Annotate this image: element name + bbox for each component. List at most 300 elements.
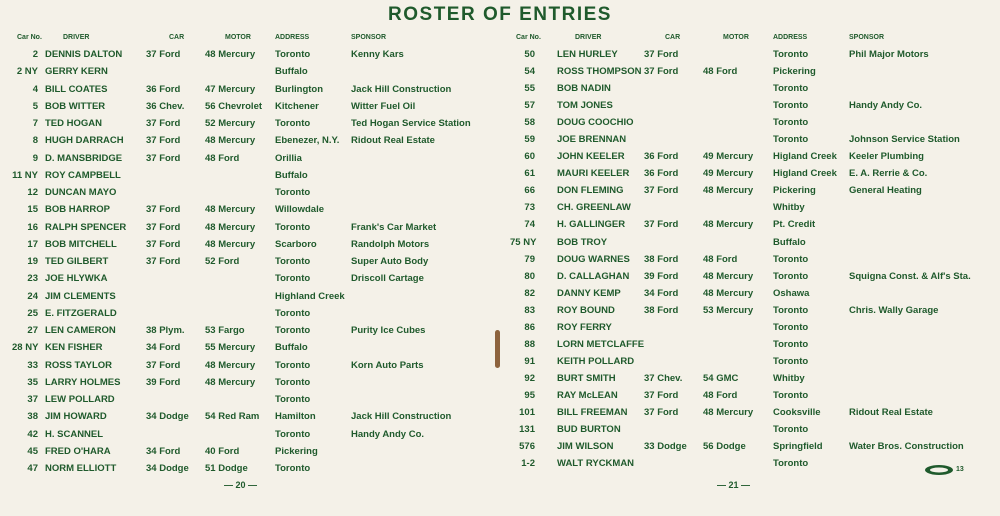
entry-motor: 48 Mercury: [703, 287, 754, 299]
table-row: [12, 443, 490, 460]
entry-driver: NORM ELLIOTT: [45, 463, 117, 474]
entry-driver: RALPH SPENCER: [45, 221, 127, 233]
entry-address: Oshawa: [773, 287, 810, 299]
table-row: [12, 132, 490, 149]
entry-car-no: 8: [32, 135, 38, 147]
entry-car-no: 54: [524, 66, 535, 78]
entry-car: 37 Ford: [644, 185, 679, 197]
entry-car: 34 Ford: [146, 445, 181, 457]
entries-list-left: [12, 46, 490, 477]
table-row: [510, 455, 995, 472]
table-row: [12, 253, 490, 270]
entry-driver: ROSS THOMPSON: [557, 66, 642, 78]
entry-driver: TED GILBERT: [45, 256, 109, 267]
entry-car: 36 Ford: [644, 151, 679, 163]
entry-car-no: 95: [524, 389, 535, 401]
entry-car: 37 Ford: [146, 135, 181, 147]
entry-car-no: 15: [27, 204, 38, 216]
entry-sponsor: Water Bros. Construction: [849, 441, 964, 453]
entry-driver: TED HOGAN: [45, 118, 102, 129]
table-row: [510, 302, 995, 319]
table-row: [510, 268, 995, 285]
entry-address: Buffalo: [275, 342, 308, 354]
table-row: [12, 408, 490, 425]
entry-car-no: 25: [27, 307, 38, 319]
entry-driver: TOM JONES: [557, 100, 613, 112]
entry-address: Orillia: [275, 152, 302, 164]
table-row: [12, 81, 490, 98]
table-row: [510, 114, 995, 131]
entry-car: 34 Dodge: [146, 463, 189, 474]
entry-driver: D. CALLAGHAN: [557, 270, 630, 282]
table-row: [12, 115, 490, 132]
entry-address: Toronto: [773, 458, 809, 470]
entry-motor: 49 Mercury: [703, 168, 754, 180]
entry-driver: BURT SMITH: [557, 372, 616, 384]
entry-car-no: 83: [524, 304, 535, 316]
table-row: [12, 167, 490, 184]
entry-motor: 52 Ford: [205, 256, 240, 267]
entry-address: Hamilton: [275, 411, 316, 423]
entry-driver: LEN CAMERON: [45, 325, 116, 336]
table-row: [510, 63, 995, 80]
entry-sponsor: Chris. Wally Garage: [849, 304, 939, 316]
entry-driver: D. MANSBRIDGE: [45, 152, 123, 164]
corner-mark: 13: [956, 466, 964, 473]
entry-driver: JOHN KEELER: [557, 151, 625, 163]
table-row: [510, 148, 995, 165]
entry-driver: KEN FISHER: [45, 342, 103, 354]
entry-motor: 54 GMC: [703, 372, 739, 384]
entry-driver: E. FITZGERALD: [45, 307, 117, 319]
entry-sponsor: General Heating: [849, 185, 922, 197]
entry-car: 39 Ford: [644, 270, 679, 282]
table-row: [510, 234, 995, 251]
table-row: [510, 182, 995, 199]
table-row: [12, 357, 490, 374]
entry-car-no: 91: [524, 355, 535, 367]
entry-driver: DENNIS DALTON: [45, 49, 123, 60]
entry-driver: BOB MITCHELL: [45, 238, 117, 250]
entry-car: 37 Ford: [146, 152, 181, 164]
entry-address: Toronto: [773, 83, 809, 95]
table-row: [12, 46, 490, 63]
entry-address: Toronto: [773, 49, 809, 60]
entry-motor: 56 Dodge: [703, 441, 746, 453]
table-row: [510, 97, 995, 114]
table-row: [12, 236, 490, 253]
entry-driver: JIM HOWARD: [45, 411, 107, 423]
entry-driver: GERRY KERN: [45, 66, 108, 78]
table-row: [510, 370, 995, 387]
entry-car: 34 Ford: [146, 342, 181, 354]
entry-address: Cooksville: [773, 406, 821, 418]
entry-motor: 51 Dodge: [205, 463, 248, 474]
entry-car-no: 101: [519, 406, 535, 418]
table-row: [12, 63, 490, 80]
entry-car: 37 Ford: [644, 49, 679, 60]
entry-driver: BOB WITTER: [45, 100, 106, 112]
entry-car-no: 2 NY: [16, 66, 38, 78]
entry-driver: LEW POLLARD: [45, 394, 115, 405]
table-row: [510, 199, 995, 216]
entry-driver: RAY McLEAN: [557, 389, 618, 401]
entry-sponsor: Witter Fuel Oil: [351, 100, 416, 112]
page-title: ROSTER OF ENTRIES: [388, 4, 612, 25]
entry-car-no: 57: [524, 100, 535, 112]
entry-address: Toronto: [275, 187, 311, 198]
table-row: [510, 131, 995, 148]
entry-sponsor: Keeler Plumbing: [849, 151, 924, 163]
entry-car-no: 45: [27, 445, 38, 457]
entry-address: Toronto: [773, 134, 809, 146]
entry-car-no: 82: [524, 287, 535, 299]
entry-driver: JOE HLYWKA: [45, 273, 108, 285]
header-car-no: Car No.: [17, 34, 42, 41]
table-row: [12, 322, 490, 339]
entry-driver: LORN METCLAFFE: [557, 338, 645, 350]
header-address: ADDRESS: [275, 34, 310, 41]
entry-sponsor: Jack Hill Construction: [351, 411, 452, 423]
entry-motor: 48 Mercury: [703, 406, 754, 418]
table-row: [12, 219, 490, 236]
table-row: [510, 216, 995, 233]
entry-car-no: 17: [27, 238, 38, 250]
entry-motor: 40 Ford: [205, 445, 240, 457]
column-headers: [12, 32, 490, 46]
entry-driver: DOUG WARNES: [557, 253, 630, 265]
entry-address: Buffalo: [275, 66, 308, 78]
entry-address: Toronto: [275, 221, 311, 233]
entry-car: 37 Ford: [644, 219, 679, 231]
entry-car-no: 60: [524, 151, 535, 163]
entry-car-no: 11 NY: [12, 169, 38, 181]
entry-address: Toronto: [773, 321, 809, 333]
entry-driver: WALT RYCKMAN: [557, 458, 635, 470]
entry-driver: H. SCANNEL: [45, 428, 104, 440]
entry-driver: BOB TROY: [557, 236, 608, 248]
entry-motor: 48 Mercury: [205, 204, 256, 216]
entry-driver: DOUG COOCHIO: [557, 117, 634, 129]
entry-address: Toronto: [275, 256, 311, 267]
entry-car: 37 Ford: [644, 406, 679, 418]
entry-address: Higland Creek: [773, 168, 837, 180]
entry-car: 33 Dodge: [644, 441, 687, 453]
entry-address: Toronto: [275, 307, 311, 319]
entry-car-no: 42: [27, 428, 38, 440]
page-number-right: — 21 —: [717, 480, 751, 490]
entry-address: Pickering: [275, 445, 318, 457]
entry-car-no: 88: [524, 338, 535, 350]
entry-address: Willowdale: [275, 204, 325, 216]
entry-driver: JIM WILSON: [557, 441, 614, 453]
entry-car-no: 75 NY: [510, 236, 537, 248]
entry-motor: 48 Mercury: [205, 49, 256, 60]
entry-motor: 48 Mercury: [703, 185, 754, 197]
entry-motor: 49 Mercury: [703, 151, 754, 163]
entry-car: 36 Ford: [644, 168, 679, 180]
entry-car-no: 7: [32, 118, 38, 129]
entry-car-no: 38: [27, 411, 38, 423]
entry-driver: LARRY HOLMES: [45, 376, 121, 388]
entry-driver: HUGH DARRACH: [45, 135, 124, 147]
page-number-left: — 20 —: [224, 480, 258, 490]
entry-driver: BILL FREEMAN: [557, 406, 628, 418]
entry-motor: 48 Mercury: [205, 376, 256, 388]
entry-car-no: 59: [524, 134, 535, 146]
entry-address: Highland Creek: [275, 290, 345, 302]
entry-car: 38 Ford: [644, 304, 679, 316]
printer-logo-icon: [924, 464, 954, 476]
entry-driver: BUD BURTON: [557, 424, 621, 436]
entry-car-no: 4: [32, 83, 38, 95]
entry-driver: FRED O'HARA: [45, 445, 111, 457]
entry-motor: 48 Ford: [703, 253, 738, 265]
table-row: [510, 387, 995, 404]
entry-motor: 53 Mercury: [703, 304, 754, 316]
entry-address: Ebenezer, N.Y.: [275, 135, 340, 147]
entry-car-no: 9: [32, 152, 38, 164]
table-row: [510, 438, 995, 455]
header-car: CAR: [665, 34, 681, 41]
entry-car-no: 66: [524, 185, 535, 197]
entry-car: 37 Chev.: [644, 372, 683, 384]
entry-sponsor: Jack Hill Construction: [351, 83, 452, 95]
entry-driver: ROY FERRY: [557, 321, 612, 333]
entry-address: Whitby: [773, 372, 805, 384]
entry-sponsor: Squigna Const. & Alf's Sta.: [849, 270, 971, 282]
entry-motor: 48 Ford: [703, 66, 738, 78]
entry-car-no: 61: [524, 168, 535, 180]
entry-motor: 48 Mercury: [205, 135, 256, 147]
entry-motor: 47 Mercury: [205, 83, 256, 95]
entry-car-no: 1-2: [521, 458, 535, 470]
entry-car: 34 Ford: [644, 287, 679, 299]
entry-car-no: 86: [524, 321, 535, 333]
column-headers: [510, 32, 995, 46]
table-row: [12, 305, 490, 322]
entry-address: Scarboro: [275, 238, 317, 250]
entry-address: Toronto: [275, 118, 311, 129]
entry-car: 36 Chev.: [146, 100, 185, 112]
entry-address: Pt. Credit: [773, 219, 816, 231]
entry-driver: MAURI KEELER: [557, 168, 630, 180]
entry-car: 34 Dodge: [146, 411, 189, 423]
entry-sponsor: Ted Hogan Service Station: [351, 118, 471, 129]
table-row: [12, 201, 490, 218]
table-row: [510, 165, 995, 182]
entry-car: 37 Ford: [146, 256, 181, 267]
entry-motor: 56 Chevrolet: [205, 100, 263, 112]
table-row: [12, 339, 490, 356]
entry-address: Toronto: [275, 394, 311, 405]
entry-car-no: 50: [524, 49, 535, 60]
header-motor: MOTOR: [225, 34, 251, 41]
entry-address: Toronto: [275, 273, 311, 285]
header-sponsor: SPONSOR: [351, 34, 387, 41]
entry-sponsor: Super Auto Body: [351, 256, 429, 267]
entry-address: Toronto: [773, 389, 809, 401]
entry-car-no: 47: [27, 463, 38, 474]
table-row: [12, 98, 490, 115]
entry-car-no: 55: [524, 83, 535, 95]
entry-address: Toronto: [275, 428, 311, 440]
entry-driver: DANNY KEMP: [557, 287, 621, 299]
entry-car: 38 Plym.: [146, 325, 185, 336]
entry-driver: DON FLEMING: [557, 185, 624, 197]
entry-car-no: 576: [519, 441, 535, 453]
entry-car-no: 12: [27, 187, 38, 198]
header-motor: MOTOR: [723, 34, 749, 41]
binding-mark: [495, 330, 500, 368]
entry-driver: CH. GREENLAW: [557, 202, 631, 214]
entry-address: Whitby: [773, 202, 805, 214]
entry-car: 37 Ford: [146, 238, 181, 250]
entry-address: Buffalo: [773, 236, 806, 248]
table-row: [12, 150, 490, 167]
header-car: CAR: [169, 34, 185, 41]
entry-car: 37 Ford: [146, 118, 181, 129]
entry-address: Toronto: [773, 270, 809, 282]
entry-address: Buffalo: [275, 169, 308, 181]
table-row: [510, 336, 995, 353]
header-sponsor: SPONSOR: [849, 34, 885, 41]
table-row: [12, 270, 490, 287]
entry-driver: ROSS TAYLOR: [45, 359, 113, 371]
entry-driver: LEN HURLEY: [557, 49, 618, 60]
table-row: [12, 184, 490, 201]
table-row: [510, 319, 995, 336]
entry-car-no: 28 NY: [12, 342, 39, 354]
table-row: [12, 391, 490, 408]
entry-address: Toronto: [773, 304, 809, 316]
table-row: [12, 460, 490, 477]
entry-sponsor: Kenny Kars: [351, 49, 404, 60]
entry-address: Toronto: [773, 338, 809, 350]
entry-driver: JIM CLEMENTS: [45, 290, 116, 302]
entry-car-no: 23: [27, 273, 38, 285]
entry-car-no: 2: [32, 49, 38, 60]
entry-car: 37 Ford: [146, 221, 181, 233]
header-address: ADDRESS: [773, 34, 808, 41]
header-car-no: Car No.: [516, 34, 541, 41]
entry-address: Toronto: [773, 355, 809, 367]
entry-sponsor: Ridout Real Estate: [849, 406, 933, 418]
entry-car: 36 Ford: [146, 83, 181, 95]
entry-address: Toronto: [275, 376, 311, 388]
entry-motor: 48 Ford: [703, 389, 738, 401]
entry-address: Pickering: [773, 66, 816, 78]
entry-address: Toronto: [275, 325, 311, 336]
entry-sponsor: Phil Major Motors: [849, 49, 929, 60]
entry-car: 37 Ford: [146, 49, 181, 60]
entry-sponsor: Handy Andy Co.: [351, 428, 425, 440]
entry-driver: BILL COATES: [45, 83, 108, 95]
entry-motor: 48 Mercury: [703, 219, 754, 231]
entry-driver: H. GALLINGER: [557, 219, 626, 231]
entry-car-no: 19: [27, 256, 38, 267]
entry-address: Toronto: [773, 424, 809, 436]
entry-car: 37 Ford: [146, 204, 181, 216]
entry-sponsor: Driscoll Cartage: [351, 273, 424, 285]
entry-sponsor: Frank's Car Market: [351, 221, 437, 233]
entry-motor: 48 Mercury: [205, 359, 256, 371]
entry-motor: 52 Mercury: [205, 118, 256, 129]
entry-sponsor: Korn Auto Parts: [351, 359, 424, 371]
entry-car: 38 Ford: [644, 253, 679, 265]
entry-motor: 54 Red Ram: [205, 411, 260, 423]
entry-car-no: 74: [524, 219, 535, 231]
entry-motor: 48 Mercury: [703, 270, 754, 282]
entry-sponsor: Purity Ice Cubes: [351, 325, 426, 336]
entry-car-no: 58: [524, 117, 535, 129]
entry-car-no: 27: [27, 325, 38, 336]
entry-sponsor: Ridout Real Estate: [351, 135, 435, 147]
entry-motor: 48 Ford: [205, 152, 240, 164]
entry-address: Toronto: [275, 463, 311, 474]
entry-address: Toronto: [773, 253, 809, 265]
entry-motor: 48 Mercury: [205, 238, 256, 250]
entry-car-no: 79: [524, 253, 535, 265]
entry-address: Toronto: [275, 49, 311, 60]
entry-address: Pickering: [773, 185, 816, 197]
header-driver: DRIVER: [575, 34, 602, 41]
entry-car-no: 16: [27, 221, 38, 233]
entry-car: 37 Ford: [644, 389, 679, 401]
entry-address: Burlington: [275, 83, 324, 95]
table-row: [510, 421, 995, 438]
table-row: [12, 374, 490, 391]
entry-car-no: 35: [27, 376, 38, 388]
entry-car: 37 Ford: [146, 359, 181, 371]
entry-address: Higland Creek: [773, 151, 837, 163]
entry-driver: DUNCAN MAYO: [45, 187, 117, 198]
entry-driver: BOB HARROP: [45, 204, 110, 216]
entry-address: Toronto: [773, 117, 809, 129]
entry-address: Kitchener: [275, 100, 319, 112]
table-row: [12, 426, 490, 443]
entry-address: Toronto: [773, 100, 809, 112]
entry-motor: 48 Mercury: [205, 221, 256, 233]
entry-motor: 53 Fargo: [205, 325, 245, 336]
entry-address: Toronto: [275, 359, 311, 371]
entry-address: Springfield: [773, 441, 823, 453]
entry-driver: BOB NADIN: [557, 83, 611, 95]
entry-driver: ROY BOUND: [557, 304, 615, 316]
entry-car-no: 37: [27, 394, 38, 405]
table-row: [510, 251, 995, 268]
entry-car-no: 73: [524, 202, 535, 214]
table-row: [510, 353, 995, 370]
entry-driver: KEITH POLLARD: [557, 355, 635, 367]
entry-car: 39 Ford: [146, 376, 181, 388]
entry-sponsor: Handy Andy Co.: [849, 100, 923, 112]
entry-sponsor: Randolph Motors: [351, 238, 430, 250]
entry-driver: JOE BRENNAN: [557, 134, 627, 146]
table-row: [510, 404, 995, 421]
entry-sponsor: Johnson Service Station: [849, 134, 960, 146]
header-driver: DRIVER: [63, 34, 90, 41]
table-row: [12, 288, 490, 305]
entry-car-no: 5: [32, 100, 38, 112]
entry-driver: ROY CAMPBELL: [45, 169, 121, 181]
table-row: [510, 46, 995, 63]
table-row: [510, 80, 995, 97]
left-page: [12, 32, 490, 477]
entry-car-no: 92: [524, 372, 535, 384]
table-row: [510, 285, 995, 302]
entry-car-no: 80: [524, 270, 535, 282]
